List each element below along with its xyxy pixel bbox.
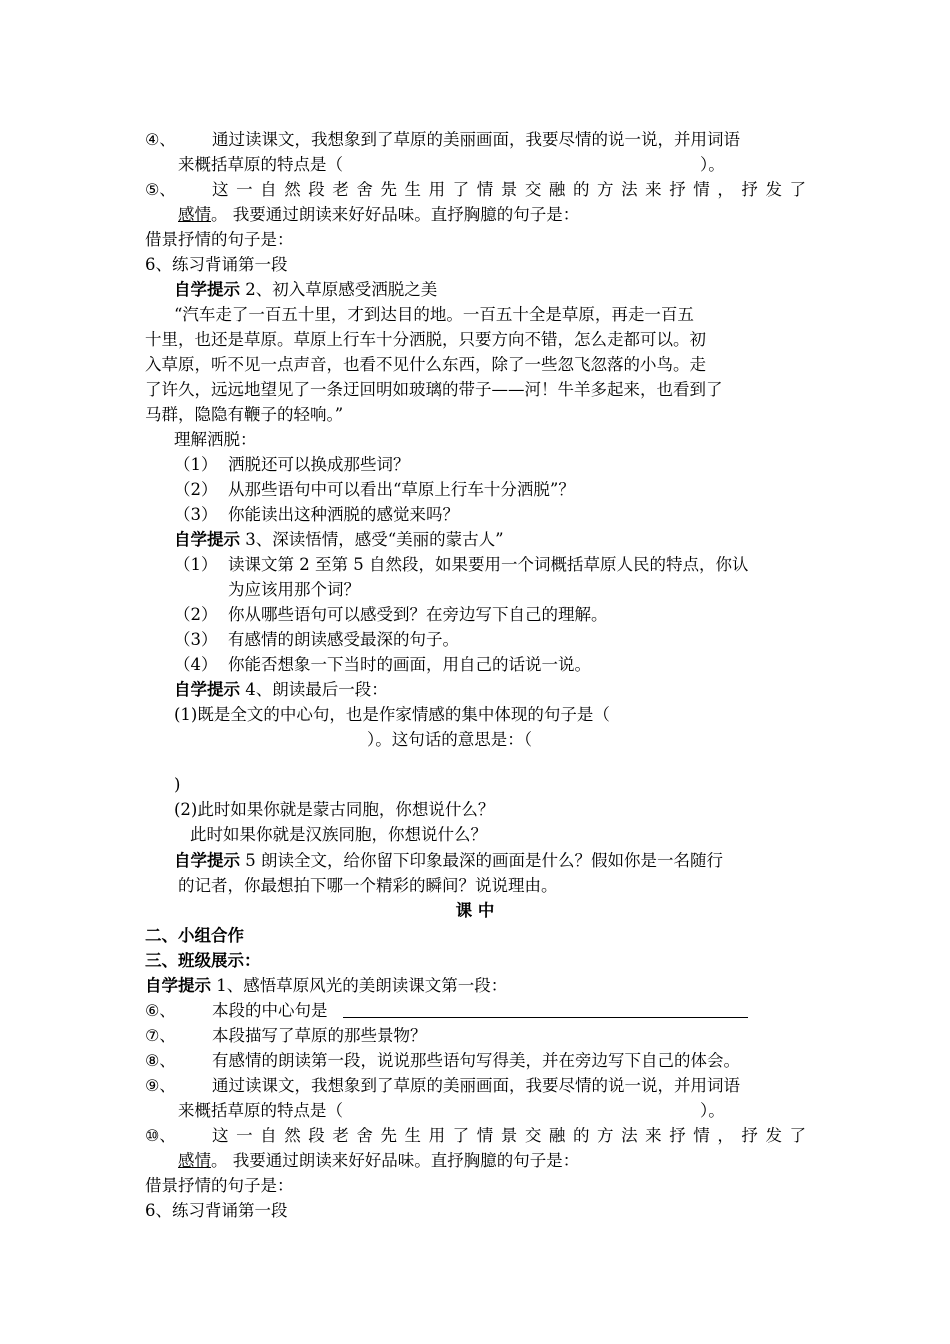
hint-3-q4-number: （4） <box>174 655 218 674</box>
hint-3-q1-line-1: 读课文第 2 至第 5 自然段，如果要用一个词概括草原人民的特点，你认 <box>228 555 749 574</box>
item-4-line-2a: 来概括草原的特点是（ <box>178 155 343 174</box>
scene-sentence-line-2: 借景抒情的句子是： <box>145 1176 294 1195</box>
hint-5-line-2: 的记者，你最想拍下哪一个精彩的瞬间？说说理由。 <box>178 876 558 895</box>
hint-2-q3-number: （3） <box>174 505 218 524</box>
item-9-number: ⑨、 <box>145 1076 176 1095</box>
hint-4-p1-line-2: ）。这句话的意思是：（ <box>367 730 532 749</box>
central-sentence-blank <box>343 1017 748 1018</box>
item-9-line-2b: ）。 <box>700 1101 725 1120</box>
item-10-number: ⑩、 <box>145 1126 176 1145</box>
quote-line-1: “汽车走了一百五十里，才到达目的地。一百五十全是草原，再走一百五 <box>174 305 694 324</box>
recite-line: 6、练习背诵第一段 <box>145 255 288 274</box>
heading-class-show: 三、班级展示： <box>145 951 261 970</box>
item-4-line-1: 通过读课文，我想象到了草原的美丽画面，我要尽情的说一说，并用词语 <box>212 130 740 149</box>
item-4-number: ④、 <box>145 130 176 149</box>
hint-2-q1: 洒脱还可以换成那些词？ <box>228 455 410 474</box>
hint-4-label: 自学提示 <box>174 680 240 699</box>
hint-3-q2: 你从哪些语句可以感受到？在旁边写下自己的理解。 <box>228 605 608 624</box>
hint-3-title <box>174 527 504 552</box>
item-5-line-1: 这一自然段老舍先生用了情景交融的方法来抒情，抒发了 <box>212 180 806 199</box>
item-6-text: 本段的中心句是 <box>212 1001 328 1020</box>
hint-3-title-rest: 3、深读悟情，感受“美丽的蒙古人” <box>240 530 504 549</box>
hint-2-title <box>174 277 437 302</box>
heading-mid-class: 课 中 <box>455 901 495 920</box>
hint-3-q3-number: （3） <box>174 630 218 649</box>
hint-3-label: 自学提示 <box>174 530 240 549</box>
item-10-line-2-rest: 。 我要通过朗读来好好品味。直抒胸臆的句子是： <box>211 1151 580 1170</box>
hint-4-p1-line-3: ) <box>174 775 181 794</box>
hint-1-title <box>145 973 507 998</box>
recite-line-2: 6、练习背诵第一段 <box>145 1201 288 1220</box>
hint-3-q2-number: （2） <box>174 605 218 624</box>
hint-4-title <box>174 677 388 702</box>
hint-3-q1-line-2: 为应该用那个词？ <box>228 580 360 599</box>
hint-5-label: 自学提示 <box>174 851 240 870</box>
heading-group-work: 二、小组合作 <box>145 926 244 945</box>
hint-3-q3: 有感情的朗读感受最深的句子。 <box>228 630 459 649</box>
hint-3-q1-number: （1） <box>174 555 218 574</box>
item-6-number: ⑥、 <box>145 1001 176 1020</box>
scene-sentence-line: 借景抒情的句子是： <box>145 230 294 249</box>
hint-2-q1-number: （1） <box>174 455 218 474</box>
hint-1-label: 自学提示 <box>145 976 211 995</box>
item-7-text: 本段描写了草原的那些景物？ <box>212 1026 427 1045</box>
hint-5-title-rest: 5 朗读全文，给你留下印象最深的画面是什么？假如你是一名随行 <box>240 851 723 870</box>
hint-2-label: 自学提示 <box>174 280 240 299</box>
emotion-underline: 感情 <box>178 205 211 224</box>
hint-3-q4: 你能否想象一下当时的画面，用自己的话说一说。 <box>228 655 591 674</box>
hint-2-q2: 从那些语句中可以看出“草原上行车十分洒脱”？ <box>228 480 575 499</box>
hint-5-title <box>174 848 723 873</box>
item-10-line-2 <box>178 1148 579 1173</box>
understand-label: 理解洒脱： <box>174 430 257 449</box>
quote-line-4: 了许久，远远地望见了一条迂回明如玻璃的带子——河！牛羊多起来，也看到了 <box>145 380 723 399</box>
item-8-text: 有感情的朗读第一段，说说那些语句写得美，并在旁边写下自己的体会。 <box>212 1051 740 1070</box>
quote-line-3: 入草原，听不见一点声音，也看不见什么东西，除了一些忽飞忽落的小鸟。走 <box>145 355 706 374</box>
quote-line-5: 马群，隐隐有鞭子的轻响。” <box>145 405 344 424</box>
emotion-underline-2: 感情 <box>178 1151 211 1170</box>
hint-4-p2-line-2: 此时如果你就是汉族同胞，你想说什么？ <box>190 825 487 844</box>
item-7-number: ⑦、 <box>145 1026 176 1045</box>
item-10-line-1: 这一自然段老舍先生用了情景交融的方法来抒情，抒发了 <box>212 1126 806 1145</box>
hint-4-title-rest: 4、朗读最后一段： <box>240 680 388 699</box>
item-9-line-1: 通过读课文，我想象到了草原的美丽画面，我要尽情的说一说，并用词语 <box>212 1076 740 1095</box>
item-9-line-2a: 来概括草原的特点是（ <box>178 1101 343 1120</box>
item-5-line-2-rest: 。 我要通过朗读来好好品味。直抒胸臆的句子是： <box>211 205 580 224</box>
item-8-number: ⑧、 <box>145 1051 176 1070</box>
item-5-number: ⑤、 <box>145 180 176 199</box>
hint-1-title-rest: 1、感悟草原风光的美朗读课文第一段： <box>211 976 508 995</box>
item-5-line-2 <box>178 202 579 227</box>
item-4-line-2b: ）。 <box>700 155 725 174</box>
hint-2-q3: 你能读出这种洒脱的感觉来吗？ <box>228 505 459 524</box>
hint-2-q2-number: （2） <box>174 480 218 499</box>
quote-line-2: 十里，也还是草原。草原上行车十分洒脱，只要方向不错，怎么走都可以。初 <box>145 330 706 349</box>
hint-2-title-rest: 2、初入草原感受洒脱之美 <box>240 280 438 299</box>
hint-4-p2-line-1: (2)此时如果你就是蒙古同胞，你想说什么？ <box>174 800 495 819</box>
hint-4-p1-line-1: (1)既是全文的中心句，也是作家情感的集中体现的句子是（ <box>174 705 610 724</box>
